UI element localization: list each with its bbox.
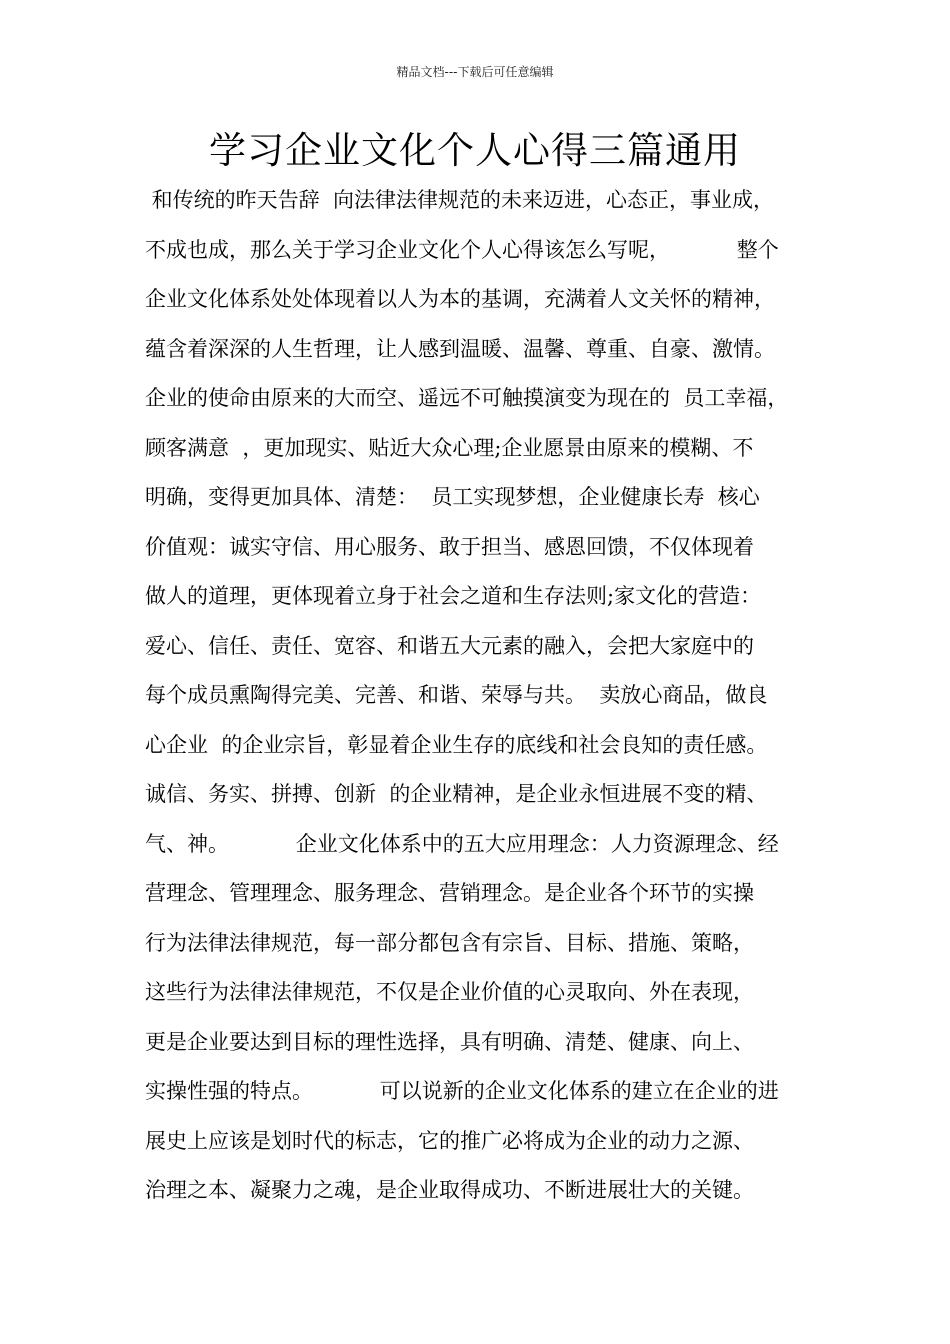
document-title: 学习企业文化个人心得三篇通用 (209, 129, 741, 172)
body-line: 营理念、管理理念、服务理念、营销理念。是企业各个环节的实操 (145, 881, 754, 905)
body-line: 展史上应该是划时代的标志，它的推广必将成为企业的动力之源、 (145, 1128, 754, 1153)
body-line: 价值观：诚实守信、用心服务、敢于担当、感恩回馈，不仅体现着 (145, 534, 754, 559)
body-line: 企业的使命由原来的大而空、遥远不可触摸演变为现在的 员工幸福， (145, 386, 789, 410)
body-line: 治理之本、凝聚力之魂，是企业取得成功、不断进展壮大的关键。 (145, 1178, 754, 1202)
body-line: 这些行为法律法律规范，不仅是企业价值的心灵取向、外在表现， (145, 980, 754, 1004)
body-line: 顾客满意 ，更加现实、贴近大众心理;企业愿景由原来的模糊、不 (145, 435, 754, 460)
document-body (145, 180, 835, 1220)
body-line: 蕴含着深深的人生哲理，让人感到温暖、温馨、尊重、自豪、激情。 (145, 336, 775, 361)
body-line: 企业文化体系处处体现着以人为本的基调，充满着人文关怀的精神， (145, 287, 775, 311)
body-line: 明确，变得更加具体、清楚： 员工实现梦想，企业健康长寿 核心 (145, 485, 760, 509)
body-line: 更是企业要达到目标的理性选择，具有明确、清楚、健康、向上、 (145, 1029, 754, 1054)
body-line: 爱心、信任、责任、宽容、和谐五大元素的融入，会把大家庭中的 (145, 633, 754, 658)
body-line: 气、神。 企业文化体系中的五大应用理念：人力资源理念、经 (145, 831, 779, 856)
page-header: 精品文档---下载后可任意编辑 (396, 65, 554, 79)
body-line: 和传统的昨天告辞 向法律法律规范的未来迈进，心态正，事业成， (145, 188, 775, 212)
body-line: 每个成员熏陶得完美、完善、和谐、荣辱与共。 卖放心商品，做良 (145, 683, 768, 707)
body-line: 不成也成，那么关于学习企业文化个人心得该怎么写呢， 整个 (145, 237, 779, 262)
body-line: 行为法律法律规范，每一部分都包含有宗旨、目标、措施、策略， (145, 930, 754, 955)
body-line: 做人的道理，更体现着立身于社会之道和生存法则;家文化的营造： (145, 584, 762, 608)
body-line: 实操性强的特点。 可以说新的企业文化体系的建立在企业的进 (145, 1079, 779, 1103)
body-line: 心企业 的企业宗旨，彰显着企业生存的底线和社会良知的责任感。 (145, 732, 768, 757)
body-line: 诚信、务实、拼搏、创新 的企业精神，是企业永恒进展不变的精、 (145, 782, 768, 806)
